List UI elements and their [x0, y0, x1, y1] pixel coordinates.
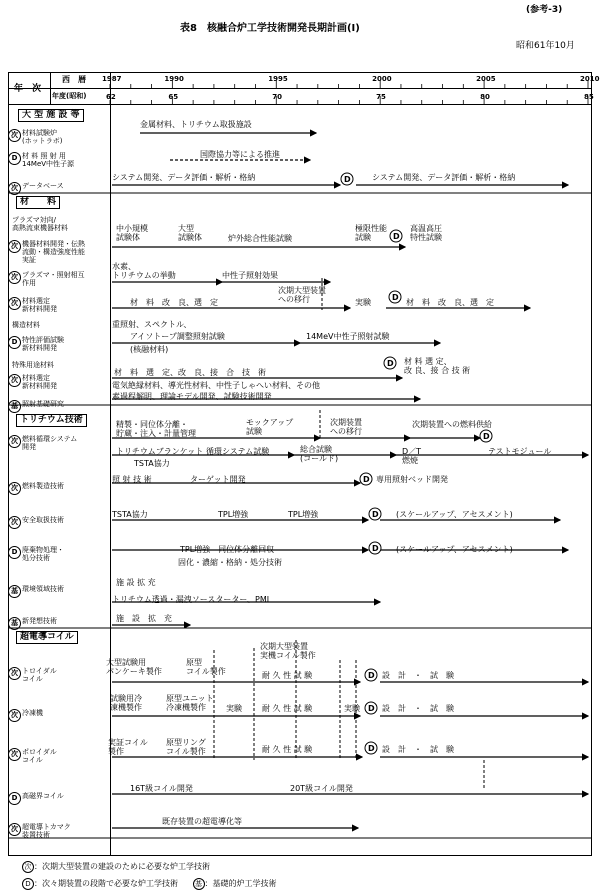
badge-r23-icon: 次 [8, 823, 21, 836]
bar-text-b1: 金属材料、トリチウム取扱施設 [140, 120, 252, 129]
bar-text-b7a: 材 料 改 良、選 定 [130, 298, 218, 307]
bar-text-b14d: 専用照射ベッド開発 [376, 475, 448, 484]
svg-text:D: D [368, 704, 375, 713]
row-label-r6: プラズマ・照射相互 作用 [22, 271, 85, 288]
section-materials: 材 料 [16, 196, 60, 209]
legend-next-large: 次 ：次期大型装置の建設のために必要な炉工学技術 [22, 861, 210, 873]
bar-text-b20a: 試験用冷 凍機製作 [110, 694, 142, 713]
year-west-1987: 1987 [102, 75, 122, 83]
year-west-2005: 2005 [476, 75, 496, 83]
western-year-label: 西 暦 [62, 75, 86, 84]
bar-text-b13i: テストモジュール [488, 447, 552, 456]
year-showa-65: 65 [168, 93, 179, 101]
bar-text-b12b: 素過程解明、理論モデル開発、試験技術開発 [112, 392, 272, 401]
badge-r16-icon: D [8, 546, 21, 559]
design-stage-d-icon [365, 742, 377, 754]
bar-text-b15b: TPL増強 [218, 510, 249, 519]
bar-text-b7d: 材 料 改 良、選 定 [406, 298, 494, 307]
row-label-r3: データベース [22, 182, 64, 190]
design-stage-d-icon [341, 173, 353, 185]
bar-text-b13c: 次期装置 への移行 [330, 418, 362, 437]
row-label-r15: 安全取扱技術 [22, 516, 64, 524]
svg-text:D: D [372, 544, 379, 553]
row-label-r9: 特性評価試験 新材料開発 [22, 336, 64, 353]
badge-r18-icon: 基 [8, 617, 21, 630]
bar-text-b4c: 炉外総合性能試験 [228, 234, 292, 243]
svg-text:D: D [483, 432, 490, 441]
bar-text-b6b: 中性子照射効果 [222, 271, 278, 280]
row-label-r19: トロイダル コイル [22, 667, 57, 684]
row-label-r10: 特殊用途材料 [12, 361, 54, 369]
legend-next-next: D ：次々期装置の段階で必要な炉工学技術 基 ：基礎的炉工学技術 [22, 878, 277, 890]
bar-text-b13b: モックアップ 試験 [246, 418, 294, 437]
bar-text-b21a: 実証コイル 製作 [108, 738, 148, 757]
bar-text-b4e: 高温高圧 特性試験 [410, 224, 442, 243]
badge-next-icon: 次 [22, 861, 34, 873]
badge-r7-icon: 次 [8, 297, 21, 310]
section-large-facilities: 大 型 施 設 等 [18, 109, 84, 122]
bar-text-b19b: 原型 コイル製作 [186, 658, 226, 677]
year-west-2010: 2010 [580, 75, 600, 83]
bar-text-b14b: 照 射 技 術 [112, 475, 152, 484]
svg-text:D: D [393, 232, 400, 241]
bar-text-b20d: 耐 久 性 試 験 [262, 704, 313, 713]
design-stage-d-icon [369, 508, 381, 520]
bar-text-b16b: (スケールアップ、アセスメント) [396, 545, 513, 554]
bar-text-b21c: 耐 久 性 試 験 [262, 745, 313, 754]
bar-text-b14c: ターゲット開発 [190, 475, 246, 484]
reference-label: (参考-3) [526, 5, 563, 15]
bar-text-b4d: 極限性能 試験 [355, 224, 387, 243]
svg-text:D: D [368, 671, 375, 680]
badge-r12-icon: 基 [8, 400, 21, 413]
badge-r2-icon: D [8, 152, 21, 165]
row-label-r20: 冷凍機 [22, 709, 43, 717]
badge-r21-icon: 次 [8, 748, 21, 761]
bar-text-b19d: 耐 久 性 試 験 [262, 671, 313, 680]
row-label-r1: 材料試験炉 (ホットラボ) [22, 129, 63, 146]
badge-r1-icon: 次 [8, 129, 21, 142]
bar-text-b3b: システム開発、データ評価・解析・格納 [372, 173, 516, 182]
bar-text-b6a: 水素、 トリチウムの挙動 [112, 262, 176, 281]
design-stage-d-icon [389, 291, 401, 303]
design-stage-d-icon [480, 430, 492, 442]
badge-r19-icon: 次 [8, 667, 21, 680]
bar-text-b22b: 20T級コイル開発 [290, 784, 353, 793]
section-tritium: トリチウム技術 [16, 414, 87, 427]
design-stage-d-icon [365, 669, 377, 681]
row-label-r8: 構造材料 [12, 321, 40, 329]
bar-text-b7c: 実験 [355, 298, 371, 307]
bar-text-b9a: 重照射、スペクトル、 [112, 320, 192, 329]
row-label-r16: 廃棄物処理・ 処分技術 [22, 546, 64, 563]
row-label-r12: 照射基礎研究 [22, 400, 64, 408]
bar-text-b20b: 原型ユニット 冷凍機製作 [166, 694, 214, 713]
row-label-r21: ポロイダル コイル [22, 748, 57, 765]
bar-text-b18: 施 設 拡 充 [116, 614, 172, 623]
bar-text-b4b: 大型 試験体 [178, 224, 202, 243]
badge-r20-icon: 次 [8, 709, 21, 722]
badge-r11-icon: 次 [8, 374, 21, 387]
bar-text-b13h: D／T 燃焼 [402, 447, 422, 466]
design-stage-d-icon [365, 702, 377, 714]
design-stage-d-icon [384, 357, 396, 369]
bar-text-b13g: 総合試験 (コールド) [300, 445, 339, 464]
bar-text-b21b: 原型リング コイル製作 [166, 738, 206, 757]
year-showa-80: 80 [480, 93, 490, 101]
bar-text-b21d: 設 計 ・ 試 験 [382, 745, 454, 754]
bar-text-b2: 国際協力等による推進 [200, 150, 280, 159]
bar-text-b7b: 次期大型装置 への移行 [278, 286, 326, 305]
badge-r5-icon: 次 [8, 240, 21, 253]
bar-text-b11b: 材 料 選 定、 改 良、接 合 技 術 [404, 357, 471, 376]
svg-text:D: D [387, 359, 394, 368]
bar-text-b14a: TSTA協力 [134, 459, 170, 468]
bar-text-b17a: 施 設 拡 充 [116, 578, 156, 587]
bar-text-b4a: 中小規模 試験体 [116, 224, 148, 243]
row-label-r13: 燃料循環システム 開発 [22, 435, 78, 452]
design-stage-d-icon [390, 230, 402, 242]
badge-r13-icon: 次 [8, 435, 21, 448]
bar-text-b13e: トリチウムブランケット [116, 447, 204, 456]
badge-r17-icon: 基 [8, 585, 21, 598]
bar-text-b15c: TPL増強 [288, 510, 319, 519]
bar-text-b17b: トリチウム透過・漏洩ソースターター、PMI [112, 595, 270, 604]
date-label: 昭和61年10月 [516, 41, 575, 51]
row-label-r11: 材料選定 新材料開発 [22, 374, 57, 391]
svg-text:D: D [368, 744, 375, 753]
bar-text-b11a: 材 料 選 定、改 良、接 合 技 術 [114, 368, 266, 377]
bar-text-b12a: 電気絶縁材料、導光性材料、中性子しゃへい材料、その他 [112, 381, 320, 390]
svg-text:D: D [392, 293, 399, 302]
bar-text-b13d: 次期装置への燃料供給 [412, 420, 492, 429]
row-label-r17: 環境領域技術 [22, 585, 64, 593]
showa-year-label: 年度(昭和) [52, 92, 87, 100]
row-label-r18: 新発想技術 [22, 617, 57, 625]
row-label-r2: 材 料 照 射 用 14MeV中性子源 [22, 152, 75, 169]
year-west-1995: 1995 [268, 75, 288, 83]
badge-r6-icon: 次 [8, 271, 21, 284]
bar-text-b9c: (核融材料) [130, 345, 169, 354]
svg-text:D: D [363, 475, 370, 484]
badge-r3-icon: 次 [8, 182, 21, 195]
year-west-1990: 1990 [164, 75, 184, 83]
svg-text:D: D [372, 510, 379, 519]
bar-text-b9b: アイソトープ調整照射試験 [130, 332, 225, 341]
bar-text-b20e: 実験 [344, 704, 360, 713]
bar-text-b16a: TPL増強 同位体分離回収 [180, 545, 275, 554]
badge-r15-icon: 次 [8, 516, 21, 529]
design-stage-d-icon [369, 542, 381, 554]
design-stage-d-icon [360, 473, 372, 485]
svg-text:D: D [344, 175, 351, 184]
bar-text-b3a: システム開発、データ評価・解析・格納 [112, 173, 256, 182]
row-label-r4: プラズマ対向/ 高熱流束機器材料 [12, 216, 68, 233]
badge-basic-icon: 基 [193, 878, 205, 890]
year-showa-85: 85 [584, 93, 594, 101]
badge-r9-icon: D [8, 336, 21, 349]
row-label-r14: 燃料製造技術 [22, 482, 64, 490]
section-superconducting-coil: 超電導コイル [16, 631, 78, 644]
badge-r14-icon: 次 [8, 482, 21, 495]
badge-d-icon: D [22, 878, 34, 890]
year-showa-75: 75 [376, 93, 386, 101]
row-label-r23: 超電導トカマク 装置技術 [22, 823, 71, 840]
bar-text-b19a: 大型試験用 パンケーキ製作 [106, 658, 162, 677]
bar-text-b19e: 設 計 ・ 試 験 [382, 671, 454, 680]
page-title: 表8 核融合炉工学技術開発長期計画(Ⅰ) [180, 23, 360, 34]
bar-text-b9d: 14MeV中性子照射試験 [306, 332, 390, 341]
year-showa-62: 62 [106, 93, 116, 101]
bar-text-b20c: 実験 [226, 704, 242, 713]
year-west-2000: 2000 [372, 75, 392, 83]
year-row-label: 年 次 [14, 84, 42, 94]
year-showa-70: 70 [272, 93, 282, 101]
bar-text-b20f: 設 計 ・ 試 験 [382, 704, 454, 713]
bar-text-b13a: 精製・同位体分離・ 貯蔵・注入・計量管理 [116, 420, 196, 439]
bar-text-b16c: 固化・濃縮・格納・処分技術 [178, 558, 282, 567]
bar-text-b23: 既存装置の超電導化等 [162, 817, 242, 826]
badge-r22-icon: D [8, 792, 21, 805]
bar-text-b15a: TSTA協力 [112, 510, 148, 519]
bar-text-b19c: 次期大型装置 実機コイル製作 [260, 642, 316, 661]
row-label-r7: 材料選定 新材料開発 [22, 297, 57, 314]
row-label-r5: 機器材料開発・伝熱 流動・構造強度性能 実証 [22, 240, 85, 265]
bar-text-b15d: (スケールアップ、アセスメント) [396, 510, 513, 519]
bar-text-b13f: 循環システム試験 [206, 447, 270, 456]
row-label-r22: 高磁界コイル [22, 792, 64, 800]
bar-text-b22a: 16T級コイル開発 [130, 784, 193, 793]
